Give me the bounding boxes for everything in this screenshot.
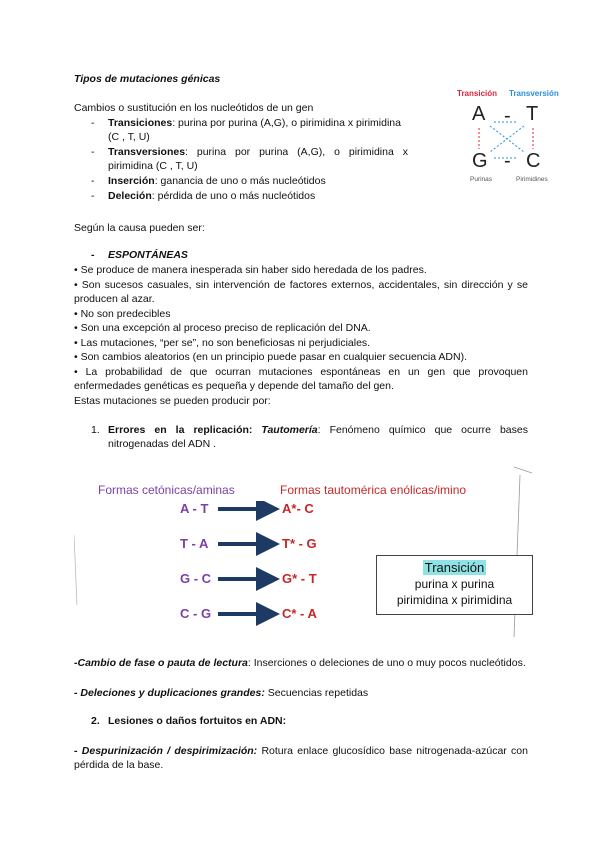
list-item-cont: pirimidina (C , T, U) [108,160,198,172]
box-title: Transición [424,560,485,575]
base-c: C [526,150,541,172]
mutation-diagram [452,86,567,186]
base-g: G [472,150,488,172]
pirimidinas-label: Pirimidines [516,176,548,183]
transicion-box [376,555,533,615]
espontaneas-dash: - [91,249,95,261]
producir-text: Estas mutaciones se pueden producir por: [74,395,271,407]
bullet-item: • Son una excepción al proceso preciso de replicación del DNA. [74,322,371,334]
page-title: Tipos de mutaciones génicas [74,73,221,85]
item-number: 1. [91,424,100,436]
item2-heading: Lesiones o daños fortuitos en ADN: [108,715,287,727]
cambio-fase-text: -Cambio de fase o pauta de lectura: Inserciones o deleciones de uno o muy pocos nucleótidos. [74,657,526,669]
pair-right: A*- C [282,501,314,516]
purinas-label: Purinas [470,176,493,183]
bullet-item: • Se produce de manera inesperada sin haber sido heredada de los padres. [74,264,427,276]
list-item: Inserción: ganancia de uno o más nucleótidos [108,175,326,187]
causa-intro: Según la causa pueden ser: [74,222,205,234]
bullet-item: • Son sucesos casuales, sin intervención de factores externos, accidentales, sin dirección y se producen al azar. [74,279,528,305]
list-dash: - [91,190,95,202]
intro-text: Cambios o sustitución en los nucleótidos de un gen [74,102,314,114]
pair-left: G - C [180,571,212,586]
dash-top: - [504,105,511,127]
pair-arrows [216,501,282,626]
pair-left: A - T [180,501,209,516]
espontaneas-heading: ESPONTÁNEAS [108,249,188,261]
list-item-cont: (C , T, U) [108,131,150,143]
item-number: 2. [91,715,100,727]
dash-bottom: - [504,150,511,172]
base-t: T [526,103,539,125]
pair-left: T - A [180,536,209,551]
arrows-graphic [452,86,567,186]
bullet-item: • La probabilidad de que ocurran mutaciones espontáneas en un gen que provoquen enfermedades genéticas es pequeña y depende del tamaño del gen. [74,366,528,392]
pair-left: C - G [180,606,212,621]
box-line2: pirimidina x pirimidina [396,593,513,607]
tautomer-figure [74,465,534,640]
list-item: Deleción: pérdida de uno o más nucleótidos [108,190,316,202]
deleciones-text: - Deleciones y duplicaciones grandes: Secuencias repetidas [74,687,369,699]
base-a: A [472,103,486,125]
transversion-label: Transversión [509,89,559,98]
left-header: Formas cetónicas/aminas [98,483,235,497]
list-item: Transversiones: purina por purina (A,G), o pirimidina x [108,146,408,158]
box-line1: purina x purina [414,577,495,591]
pair-right: G* - T [282,571,317,586]
bullet-item: • Son cambios aleatorios (en un principio puede pasar en cualquier secuencia ADN). [74,351,467,363]
right-header: Formas tautomérica enólicas/imino [280,483,467,497]
list-dash: - [91,175,95,187]
list-dash: - [91,117,95,129]
bullet-item: • Las mutaciones, “per se”, no son beneficiosas ni perjudiciales. [74,337,371,349]
item1-text: Errores en la replicación: Tautomería: Fenómeno químico que ocurre bases nitrogenadas del ADN . [108,424,528,450]
pair-right: T* - G [282,536,317,551]
despurinizacion-text: - Despurinización / despirimización: Rotura enlace glucosídico base nitrogenada-azúcar con pérdida de la base. [74,745,528,771]
list-item: Transiciones: purina por purina (A,G), o pirimidina x pirimidina [108,117,401,129]
list-dash: - [91,146,95,158]
bullet-item: • No son predecibles [74,308,171,320]
pair-right: C* - A [282,606,317,621]
transicion-label: Transición [457,89,498,98]
